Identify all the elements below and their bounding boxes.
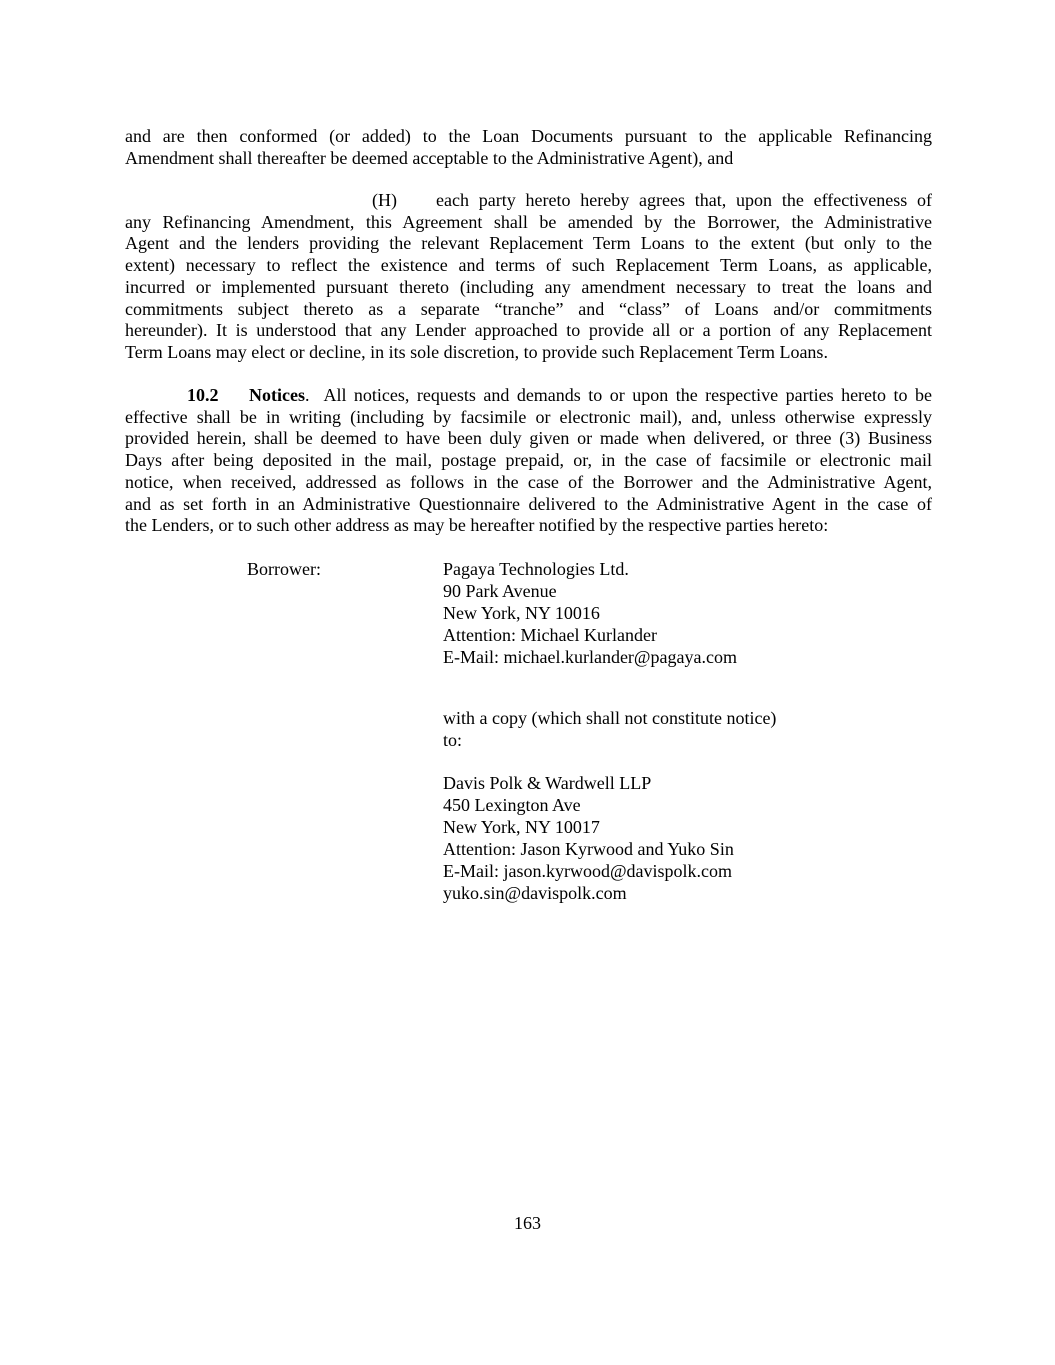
section-number: 10.2 (187, 385, 219, 405)
copy-note-line: with a copy (which shall not constitute notice) (443, 708, 777, 728)
text-line: the Lenders, or to such other address as may be hereafter notified by the respective parties hereto: (125, 515, 829, 536)
copy-note-line: to: (443, 729, 463, 750)
text-line: provided herein, shall be deemed to have been duly given or made when delivered, or three (3) Business (125, 428, 932, 449)
text-line: Days after being deposited in the mail, postage prepaid, or, in the case of facsimile or electronic mail (125, 450, 932, 471)
copy-address (443, 773, 734, 904)
address-line: 90 Park Avenue (443, 580, 557, 601)
clause-h (125, 190, 932, 364)
text-line: any Refinancing Amendment, this Agreement shall be amended by the Borrower, the Administrative (125, 211, 932, 232)
text-line: Agent and the lenders providing the relevant Replacement Term Loans to the extent (but only to the (125, 233, 932, 254)
text-line: incurred or implemented pursuant thereto (including any amendment necessary to treat the loans and (125, 276, 932, 297)
address-line: Pagaya Technologies Ltd. (443, 559, 629, 579)
text-line: and are then conformed (or added) to the Loan Documents pursuant to the applicable Refinancing (125, 126, 932, 146)
address-line: 450 Lexington Ave (443, 794, 581, 815)
copy-note (443, 708, 776, 752)
address-line: Attention: Jason Kyrwood and Yuko Sin (443, 838, 734, 859)
borrower-email: E-Mail: michael.kurlander@pagaya.com (443, 646, 737, 667)
continuation-paragraph (125, 126, 932, 169)
text-line: and as set forth in an Administrative Questionnaire delivered to the Administrative Agent in the case of (125, 493, 932, 514)
text-line: extent) necessary to reflect the existence and terms of such Replacement Term Loans, as applicable, (125, 255, 932, 276)
text-line: effective shall be in writing (including by facsimile or electronic mail), and, unless otherwise expressly (125, 406, 932, 427)
borrower-address (443, 559, 737, 669)
text-line: commitments subject thereto as a separate “tranche” and “class” of Loans and/or commitments (125, 298, 932, 319)
section-heading: Notices (249, 385, 305, 405)
text-line: hereunder). It is understood that any Lender approached to provide all or a portion of any Replacement (125, 320, 932, 341)
text-line: Term Loans may elect or decline, in its sole discretion, to provide such Replacement Term Loans. (125, 341, 828, 362)
text-line: notice, when received, addressed as follows in the case of the Borrower and the Administrative Agent, (125, 471, 932, 492)
borrower-label: Borrower: (247, 559, 321, 579)
text-line: . All notices, requests and demands to or upon the respective parties hereto to be (304, 385, 932, 405)
text-line: Amendment shall thereafter be deemed acceptable to the Administrative Agent), and (125, 147, 734, 168)
address-line: New York, NY 10017 (443, 816, 600, 837)
address-line: Attention: Michael Kurlander (443, 624, 657, 645)
clause-marker: (H) (372, 190, 397, 210)
address-line: New York, NY 10016 (443, 602, 600, 623)
copy-email: yuko.sin@davispolk.com (443, 882, 627, 903)
address-line: Davis Polk & Wardwell LLP (443, 773, 652, 793)
section-10-2 (125, 385, 932, 537)
copy-email: E-Mail: jason.kyrwood@davispolk.com (443, 860, 733, 881)
text-line: each party hereto hereby agrees that, upon the effectiveness of (436, 190, 932, 210)
page-number: 163 (514, 1213, 541, 1233)
